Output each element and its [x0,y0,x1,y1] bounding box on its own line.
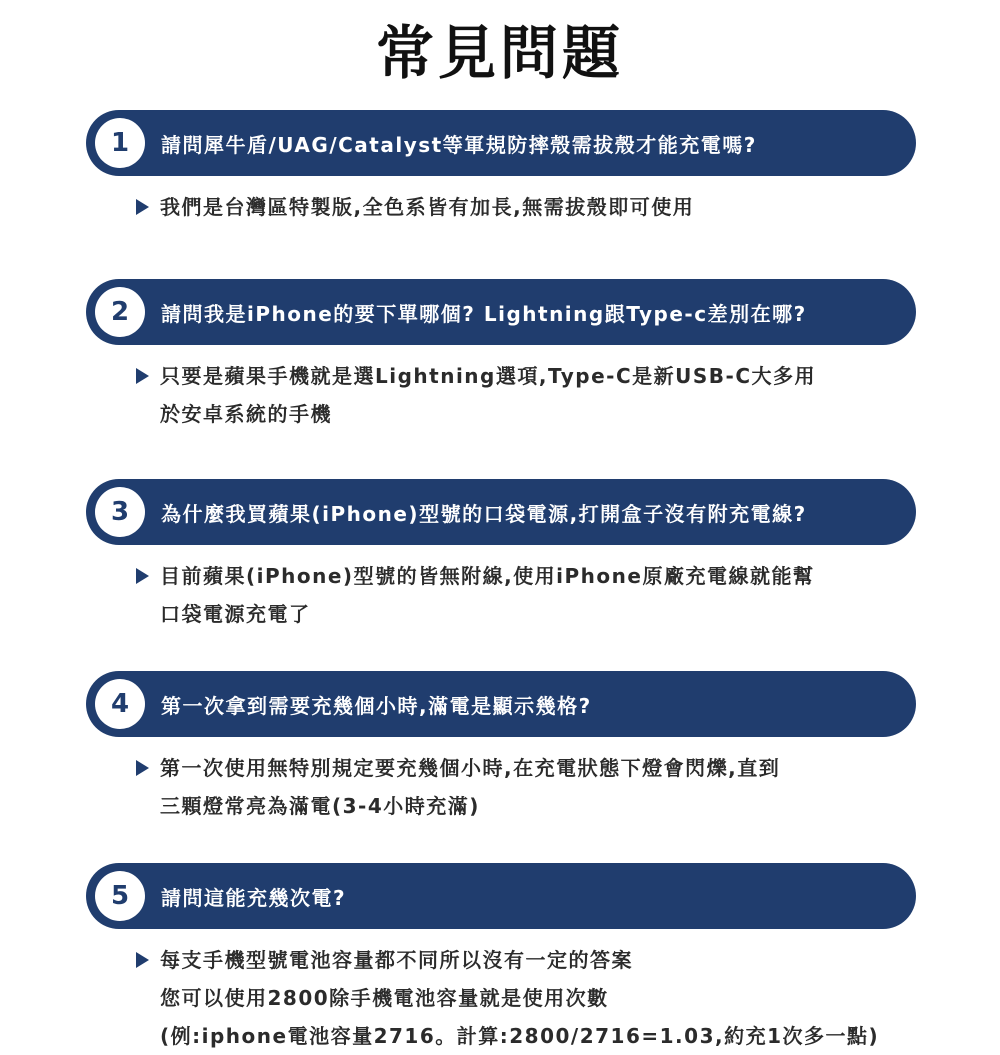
answer-line: 我們是台灣區特製版,全色系皆有加長,無需拔殼即可使用 [160,195,695,219]
triangle-right-icon [136,368,149,384]
question-text: 第一次拿到需要充幾個小時,滿電是顯示幾格? [161,693,592,718]
answer-line: 您可以使用2800除手機電池容量就是使用次數 [160,986,609,1010]
question-bar [86,671,916,737]
faq-item [86,863,916,1055]
answer-line: (例:iphone電池容量2716。計算:2800/2716=1.03,約充1次多一點) [160,1024,880,1048]
question-text: 請問這能充幾次電? [161,885,347,910]
question-number: 3 [95,487,145,537]
question-number: 5 [95,871,145,921]
question-number: 2 [95,287,145,337]
question-text: 請問犀牛盾/UAG/Catalyst等軍規防摔殼需拔殼才能充電嗎? [161,132,757,157]
question-bar [86,110,916,176]
triangle-right-icon [136,199,149,215]
answer [86,557,916,633]
question-number: 1 [95,118,145,168]
answer-line: 於安卓系統的手機 [160,402,332,426]
faq-item [86,110,916,226]
answer-line: 第一次使用無特別規定要充幾個小時,在充電狀態下燈會閃爍,直到 [160,756,781,780]
answer [86,941,916,1055]
triangle-right-icon [136,952,149,968]
answer-line: 目前蘋果(iPhone)型號的皆無附線,使用iPhone原廠充電線就能幫 [160,564,815,588]
faq-item [86,479,916,633]
question-text: 為什麼我買蘋果(iPhone)型號的口袋電源,打開盒子沒有附充電線? [161,501,807,526]
question-text: 請問我是iPhone的要下單哪個? Lightning跟Type-c差別在哪? [161,301,807,326]
answer-line: 口袋電源充電了 [160,602,311,626]
question-number: 4 [95,679,145,729]
faq-item [86,279,916,433]
answer [86,188,916,226]
page-title: 常見問題 [375,19,624,87]
answer [86,749,916,825]
triangle-right-icon [136,568,149,584]
question-bar [86,863,916,929]
answer [86,357,916,433]
triangle-right-icon [136,760,149,776]
answer-line: 只要是蘋果手機就是選Lightning選項,Type-C是新USB-C大多用 [160,364,816,388]
faq-list [0,110,1000,1055]
answer-line: 每支手機型號電池容量都不同所以沒有一定的答案 [160,948,633,972]
question-bar [86,479,916,545]
question-bar [86,279,916,345]
answer-line: 三顆燈常亮為滿電(3-4小時充滿) [160,794,480,818]
faq-item [86,671,916,825]
